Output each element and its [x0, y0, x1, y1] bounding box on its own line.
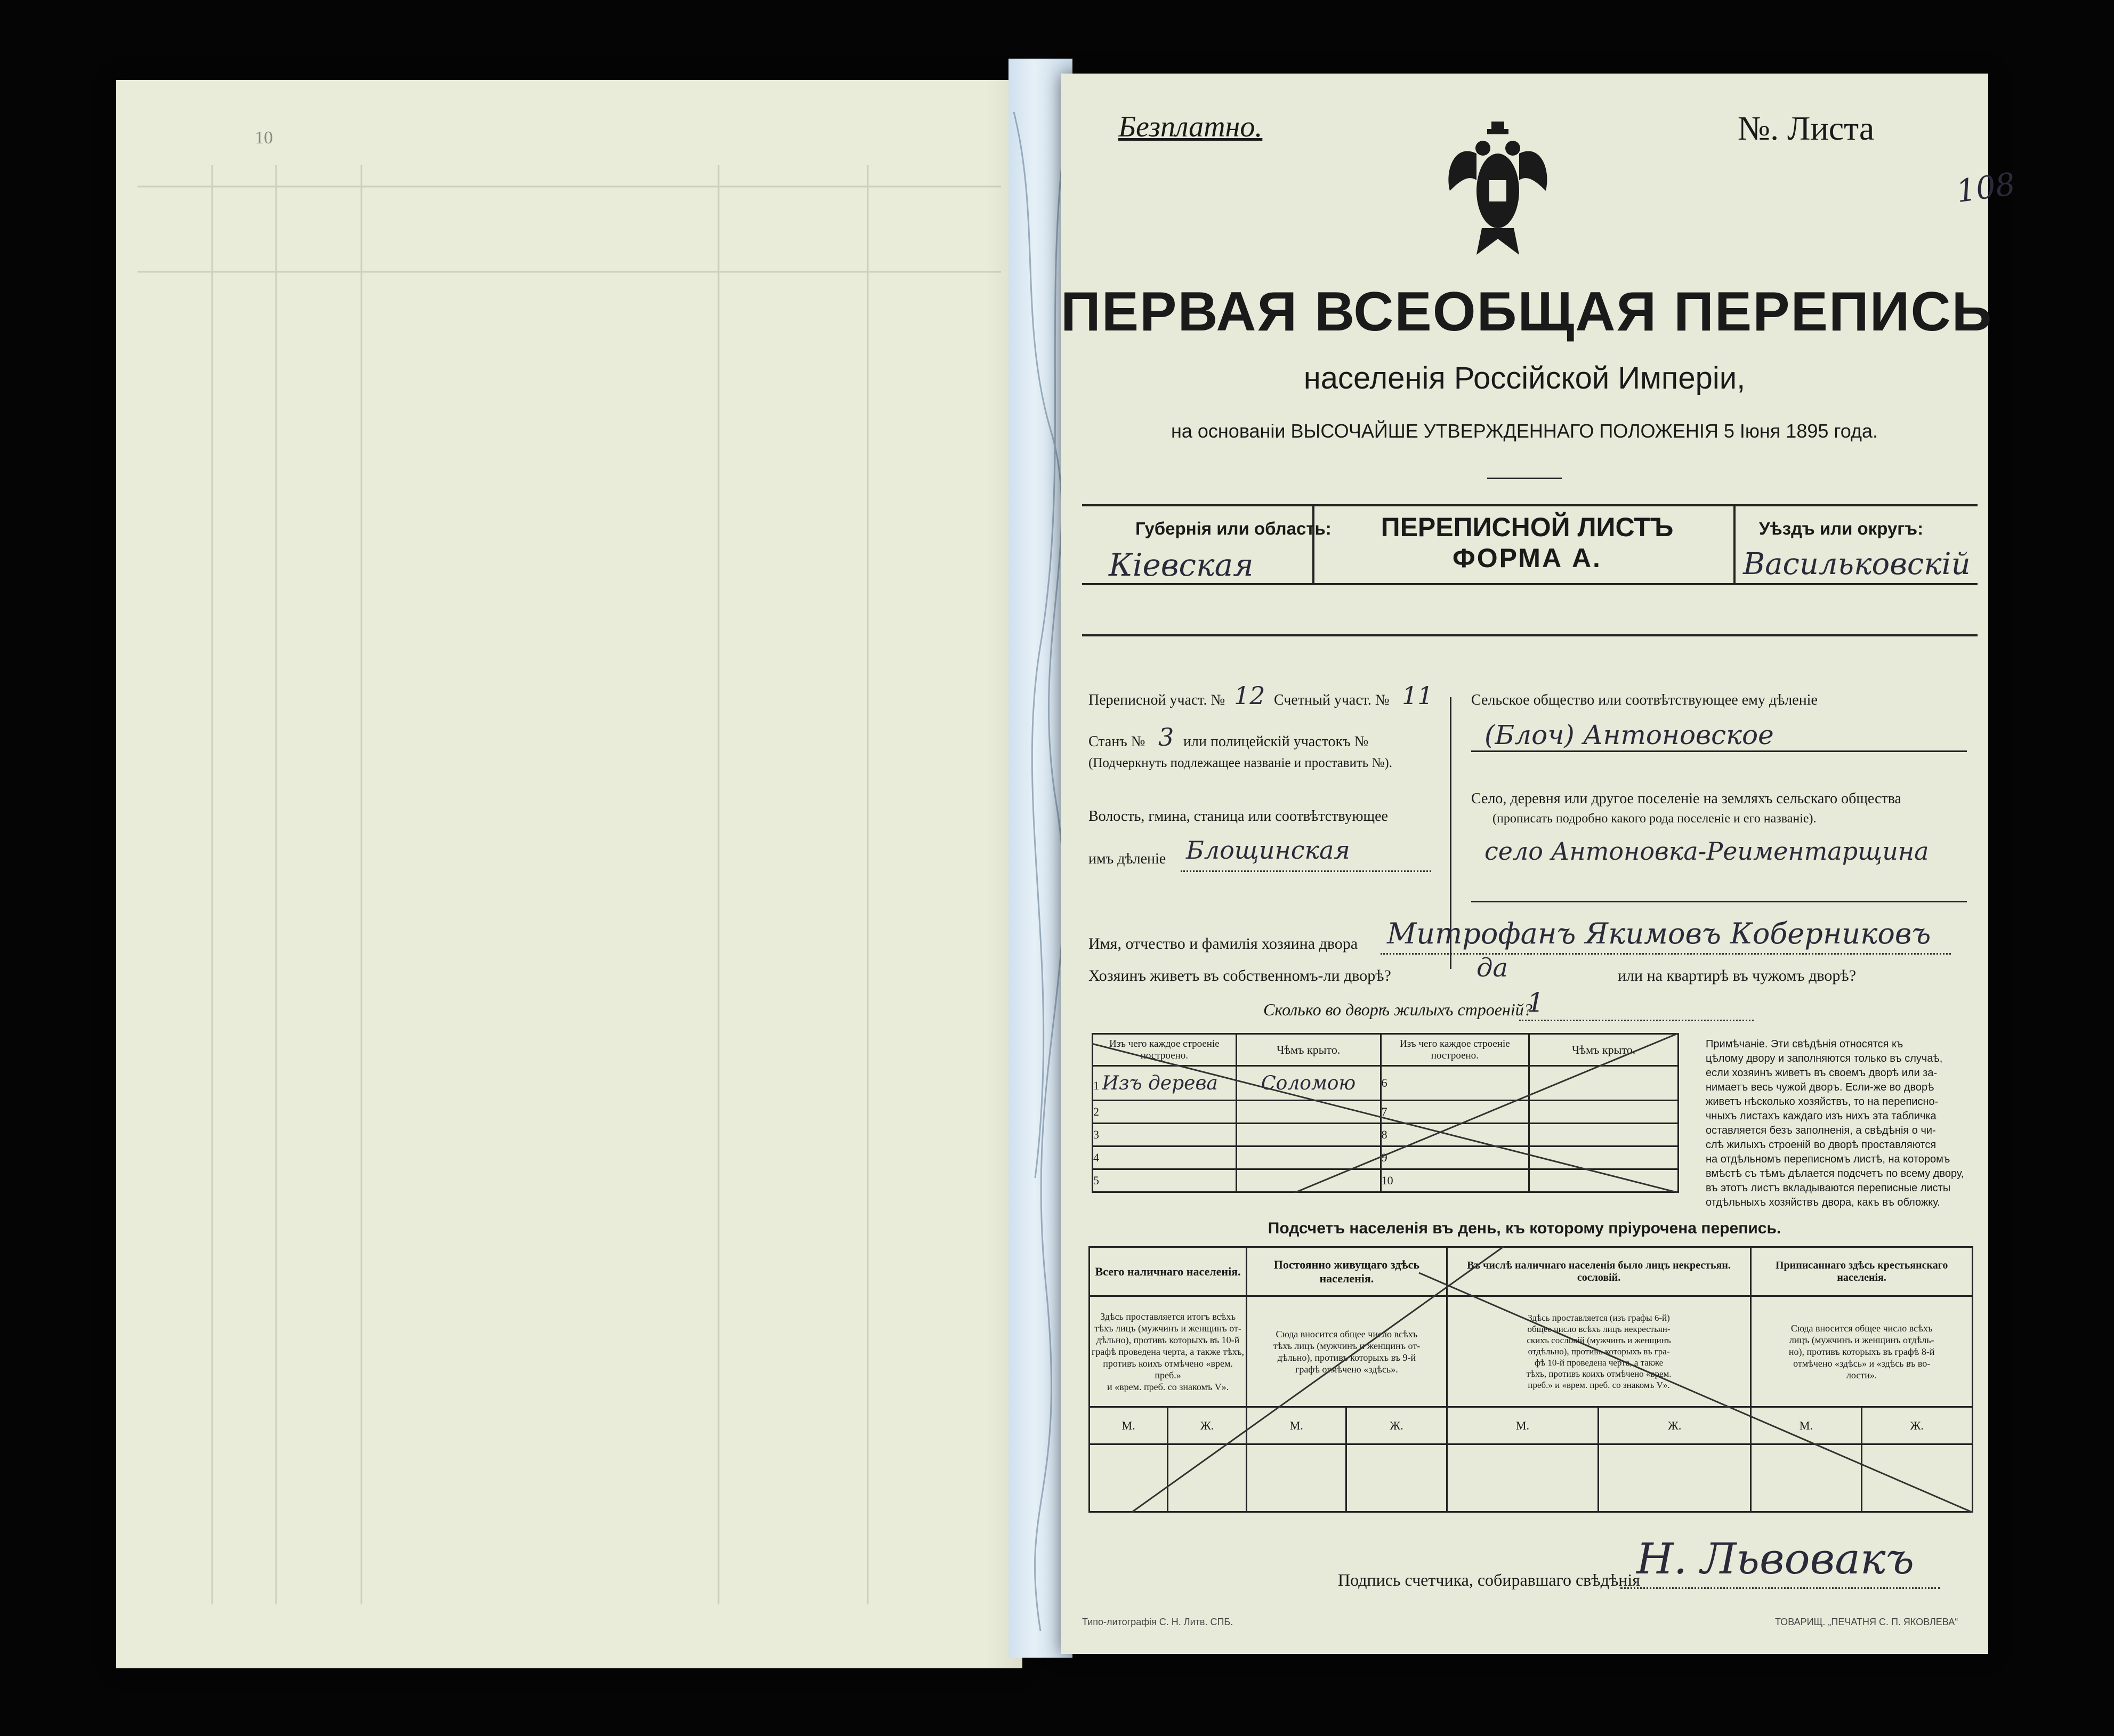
- sheet-number-label: №. Листа: [1738, 109, 1875, 147]
- free-label: Безплатно.: [1118, 110, 1263, 143]
- signature-label: Подпись счетчика, собиравшаго свѣдѣнія: [1338, 1570, 1641, 1589]
- signature-value: Н. Львовакъ: [1636, 1534, 1915, 1584]
- roof-header-right: Чѣмъ крыто.: [1529, 1034, 1679, 1066]
- strike-through-cross: [1092, 1033, 1679, 1193]
- built-header-left: Изъ чего каждое строеніе построено.: [1093, 1034, 1237, 1066]
- census-section-value: 12: [1234, 681, 1265, 710]
- sheet-title: ПЕРЕПИСНОЙ ЛИСТЪ: [1381, 512, 1674, 542]
- stan-value: 3: [1158, 723, 1174, 752]
- divider: [1487, 478, 1562, 479]
- census-section-label: Переписной участ. №: [1088, 692, 1225, 708]
- own-house-label: Хозяинъ живетъ въ собственномъ-ли дворѣ?: [1088, 967, 1391, 984]
- left-page-number: 10: [255, 128, 273, 148]
- legal-basis: на основаніи ВЫСОЧАЙШЕ УТВЕРЖДЕННАГО ПОЛОЖЕНІЯ 5 Іюня 1895 года.: [1171, 420, 1878, 442]
- count-col-desc-1: Здѣсь проставляется итогъ всѣхъ тѣхъ лицъ (мужчинъ и женщинъ от- дѣльно), противъ которыхъ въ 10-й графѣ проведена черта, а также тѣхъ, противъ коихъ отмѣчено «врем. преб.» и «врем. преб. со знакомъ V».: [1090, 1296, 1247, 1407]
- count-col-desc-3: Здѣсь проставляется (изъ графы 6-й) общее число всѣхъ лицъ некрестьян- скихъ сословій (мужчинъ и женщинъ отдѣльно), противъ которыхъ въ гра- фѣ 10-й проведена черта, а также тѣхъ, противъ коихъ отмѣчено «врем. преб.» и «врем. преб. со знакомъ V».: [1447, 1296, 1751, 1407]
- district-value: Васильковскій: [1743, 547, 1971, 582]
- count-col-head-4: Приписаннаго здѣсь крестьянскаго населенія.: [1751, 1247, 1973, 1296]
- count-col-head-3: Въ числѣ наличнаго населенія было лицъ некрестьян. сословій.: [1447, 1247, 1751, 1296]
- table-row: 3 8: [1093, 1124, 1679, 1146]
- police-label: или полицейскій участокъ №: [1183, 733, 1369, 750]
- owner-value: Митрофанъ Якимовъ Коберниковъ: [1387, 917, 1931, 950]
- sex-header-row: М. Ж. М. Ж. М. Ж. М. Ж.: [1090, 1407, 1973, 1444]
- count-section-value: 11: [1402, 681, 1433, 710]
- double-headed-eagle-icon: [1445, 111, 1551, 271]
- count-title: Подсчетъ населенія въ день, къ которому пріурочена перепись.: [1268, 1220, 1781, 1237]
- volost-value: Блощинская: [1186, 836, 1350, 865]
- note-block: Примѣчаніе. Эти свѣдѣнія относятся къ цѣлому двору и заполняются только въ случаѣ, если хозяинъ живетъ въ своемъ дворѣ или за- нимаетъ весь чужой дворъ. Если-же во дворѣ живетъ нѣсколько хозяйствъ, то на переписно- чныхъ листахъ каждаго изъ нихъ эта табличка оставляется безъ заполненія, а свѣдѣнія о чи- слѣ жилыхъ строеній во дворѣ проставляются на отдѣльномъ переписномъ листѣ, на которомъ вмѣстѣ съ тѣмъ дѣлается подсчетъ по всему двору, въ этотъ листъ вкладываются переписные листы отдѣльныхъ хозяйствъ двора, какъ въ обложку.: [1706, 1038, 1964, 1208]
- imprint-left: Типо-литографія С. Н. Литв. СПБ.: [1082, 1617, 1233, 1627]
- census-form-page: [1061, 74, 2018, 1654]
- roof-value: Соломою: [1236, 1066, 1381, 1101]
- main-title: ПЕРВАЯ ВСЕОБЩАЯ ПЕРЕПИСЬ: [1061, 281, 1993, 343]
- form-title: ФОРМА А.: [1453, 543, 1602, 573]
- count-col-head-2: Постоянно живущаго здѣсь населенія.: [1247, 1247, 1447, 1296]
- volost-label-2: имъ дѣленіе: [1088, 851, 1166, 867]
- left-page: [116, 80, 1022, 1668]
- volost-label: Волость, гмина, станица или соотвѣтствующее: [1088, 808, 1388, 825]
- table-row: 5 10: [1093, 1169, 1679, 1192]
- table-row: 4 9: [1093, 1146, 1679, 1169]
- own-house-value: да: [1476, 953, 1508, 983]
- buildings-value: 1: [1527, 987, 1544, 1018]
- bleed-through-table: [138, 165, 1001, 1604]
- count-col-desc-2: Сюда вносится общее число всѣхъ тѣхъ лицъ (мужчинъ и женщинъ от- дѣльно), противъ которыхъ въ 9-й графѣ отмѣчено «здѣсь».: [1247, 1296, 1447, 1407]
- sub-title: населенія Россійской Имперіи,: [1303, 361, 1746, 395]
- count-col-desc-4: Сюда вносится общее число всѣхъ лицъ (мужчинъ и женщинъ отдѣль- но), противъ которыхъ въ графѣ 8-й отмѣчено «здѣсь» и «здѣсь въ во- лости».: [1751, 1296, 1973, 1407]
- province-label: Губернія или область:: [1135, 519, 1332, 538]
- roof-header-left: Чѣмъ крыто.: [1236, 1034, 1381, 1066]
- table-row: 1 Изъ дерева Соломою 6: [1093, 1066, 1679, 1101]
- province-value: Кіевская: [1109, 547, 1254, 583]
- village-label: Село, деревня или другое поселеніе на земляхъ сельскаго общества: [1471, 790, 1901, 807]
- stan-label: Станъ №: [1088, 733, 1145, 750]
- village-note: (прописать подробно какого рода поселеніе и его названіе).: [1492, 812, 1817, 826]
- count-strike-through-cross: [1088, 1246, 1973, 1513]
- district-label: Уѣздъ или округъ:: [1759, 519, 1924, 538]
- rented-label: или на квартирѣ въ чужомъ дворѣ?: [1618, 967, 1857, 984]
- count-col-head-1: Всего наличнаго населенія.: [1090, 1247, 1247, 1296]
- owner-label: Имя, отчество и фамилія хозяина двора: [1088, 935, 1358, 952]
- society-label: Сельское общество или соотвѣтствующее ему дѣленіе: [1471, 692, 1818, 708]
- society-value: (Блоч) Антоновское: [1484, 720, 1774, 750]
- village-value: село Антоновка-Реиментарщина: [1484, 837, 1929, 866]
- underline-note: (Подчеркнуть подлежащее названіе и проставить №).: [1088, 756, 1392, 770]
- built-value: Изъ дерева: [1102, 1072, 1218, 1094]
- built-header-right: Изъ чего каждое строеніе построено.: [1381, 1034, 1529, 1066]
- imprint-right: ТОВАРИЩ. „ПЕЧАТНЯ С. П. ЯКОВЛЕВА“: [1775, 1617, 1958, 1627]
- sheet-number-value: 108: [1954, 165, 2018, 210]
- count-section-label: Счетный участ. №: [1274, 692, 1390, 708]
- table-row: 2 7: [1093, 1101, 1679, 1124]
- buildings-label: Сколько во дворѣ жилыхъ строеній?: [1263, 1000, 1532, 1019]
